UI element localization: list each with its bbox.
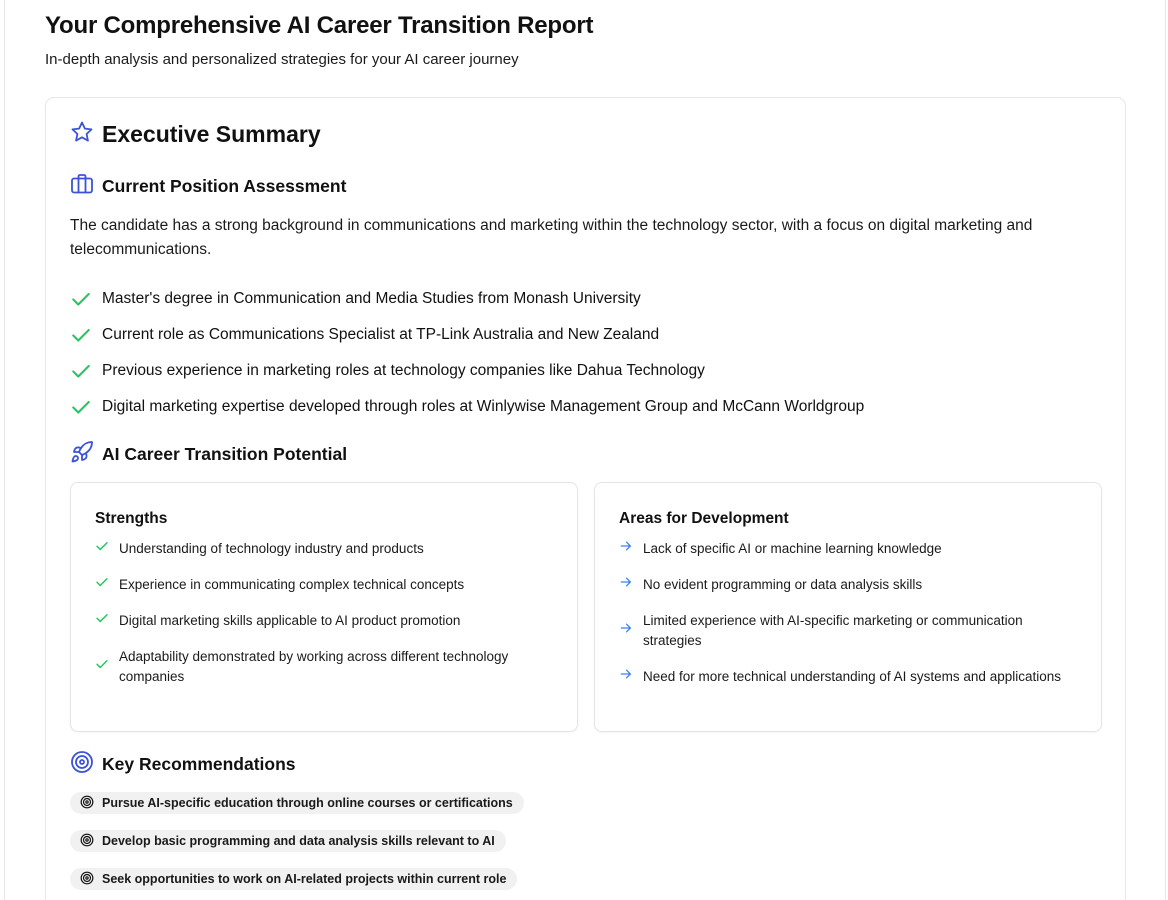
- highlight-text: Master's degree in Communication and Media Studies from Monash University: [102, 290, 641, 307]
- transition-potential-title: AI Career Transition Potential: [102, 444, 348, 464]
- development-panel: [594, 482, 1102, 732]
- arrow-right-icon: [619, 575, 643, 595]
- development-text: Limited experience with AI-specific marketing or communication strategies: [643, 613, 1023, 648]
- arrow-right-icon: [619, 667, 643, 687]
- list-item: [70, 830, 524, 868]
- strengths-list: [95, 539, 557, 703]
- recommendation-text: Pursue AI-specific education through online courses or certifications: [102, 796, 513, 810]
- target-icon: [80, 871, 102, 888]
- list-item: [619, 575, 1081, 595]
- target-icon: [80, 795, 102, 812]
- check-icon: [95, 611, 119, 631]
- strength-text: Adaptability demonstrated by working across different technology companies: [119, 649, 509, 684]
- list-item: [70, 868, 524, 900]
- page-title: Your Comprehensive AI Career Transition Report: [45, 12, 594, 39]
- current-position-title: Current Position Assessment: [102, 176, 347, 196]
- page-subtitle: In-depth analysis and personalized strategies for your AI career journey: [45, 51, 519, 68]
- list-item: [70, 281, 864, 317]
- list-item: [70, 389, 864, 425]
- executive-summary-heading: [70, 120, 321, 149]
- strength-text: Digital marketing skills applicable to AI product promotion: [119, 613, 461, 628]
- recommendation-pill: [70, 792, 524, 814]
- strengths-title: Strengths: [95, 510, 168, 527]
- list-item: [619, 611, 1081, 651]
- check-icon: [70, 358, 102, 385]
- recommendation-text: Seek opportunities to work on AI-related projects within current role: [102, 872, 507, 886]
- arrow-right-icon: [619, 621, 643, 641]
- development-text: No evident programming or data analysis skills: [643, 577, 923, 592]
- list-item: [95, 539, 557, 559]
- page-left-border: [4, 0, 5, 900]
- list-item: [70, 353, 864, 389]
- current-position-heading: [70, 172, 346, 201]
- target-icon: [70, 750, 94, 779]
- recommendation-text: Develop basic programming and data analysis skills relevant to AI: [102, 834, 495, 848]
- development-title: Areas for Development: [619, 510, 789, 527]
- development-text: Need for more technical understanding of AI systems and applications: [643, 669, 1061, 684]
- star-icon: [70, 120, 94, 149]
- target-icon: [80, 833, 102, 850]
- development-list: [619, 539, 1081, 703]
- list-item: [619, 667, 1081, 687]
- list-item: [95, 575, 557, 595]
- highlight-text: Digital marketing expertise developed through roles at Winlywise Management Group and McCann Worldgroup: [102, 398, 865, 415]
- list-item: [70, 317, 864, 353]
- list-item: [95, 611, 557, 631]
- strength-text: Experience in communicating complex technical concepts: [119, 577, 465, 592]
- check-icon: [70, 286, 102, 313]
- strengths-panel: [70, 482, 578, 732]
- highlight-text: Current role as Communications Specialist at TP-Link Australia and New Zealand: [102, 326, 660, 343]
- arrow-right-icon: [619, 539, 643, 559]
- check-icon: [95, 539, 119, 559]
- highlights-list: [70, 281, 864, 425]
- briefcase-icon: [70, 172, 94, 201]
- current-position-description: The candidate has a strong background in communications and marketing within the technology sector, with a focus on digital marketing and telecommunications.: [70, 217, 1033, 258]
- transition-potential-heading: [70, 440, 347, 469]
- development-text: Lack of specific AI or machine learning knowledge: [643, 541, 942, 556]
- list-item: [619, 539, 1081, 559]
- list-item: [70, 792, 524, 830]
- page-right-border: [1165, 0, 1166, 900]
- recommendations-title: Key Recommendations: [102, 754, 296, 774]
- recommendations-list: [70, 792, 524, 900]
- recommendation-pill: [70, 830, 506, 852]
- list-item: [95, 647, 557, 687]
- check-icon: [70, 322, 102, 349]
- check-icon: [70, 394, 102, 421]
- check-icon: [95, 575, 119, 595]
- highlight-text: Previous experience in marketing roles at technology companies like Dahua Technology: [102, 362, 705, 379]
- rocket-icon: [70, 440, 94, 469]
- recommendation-pill: [70, 868, 517, 890]
- recommendations-heading: [70, 750, 296, 779]
- check-icon: [95, 657, 119, 677]
- executive-summary-title: Executive Summary: [102, 121, 321, 147]
- strength-text: Understanding of technology industry and products: [119, 541, 424, 556]
